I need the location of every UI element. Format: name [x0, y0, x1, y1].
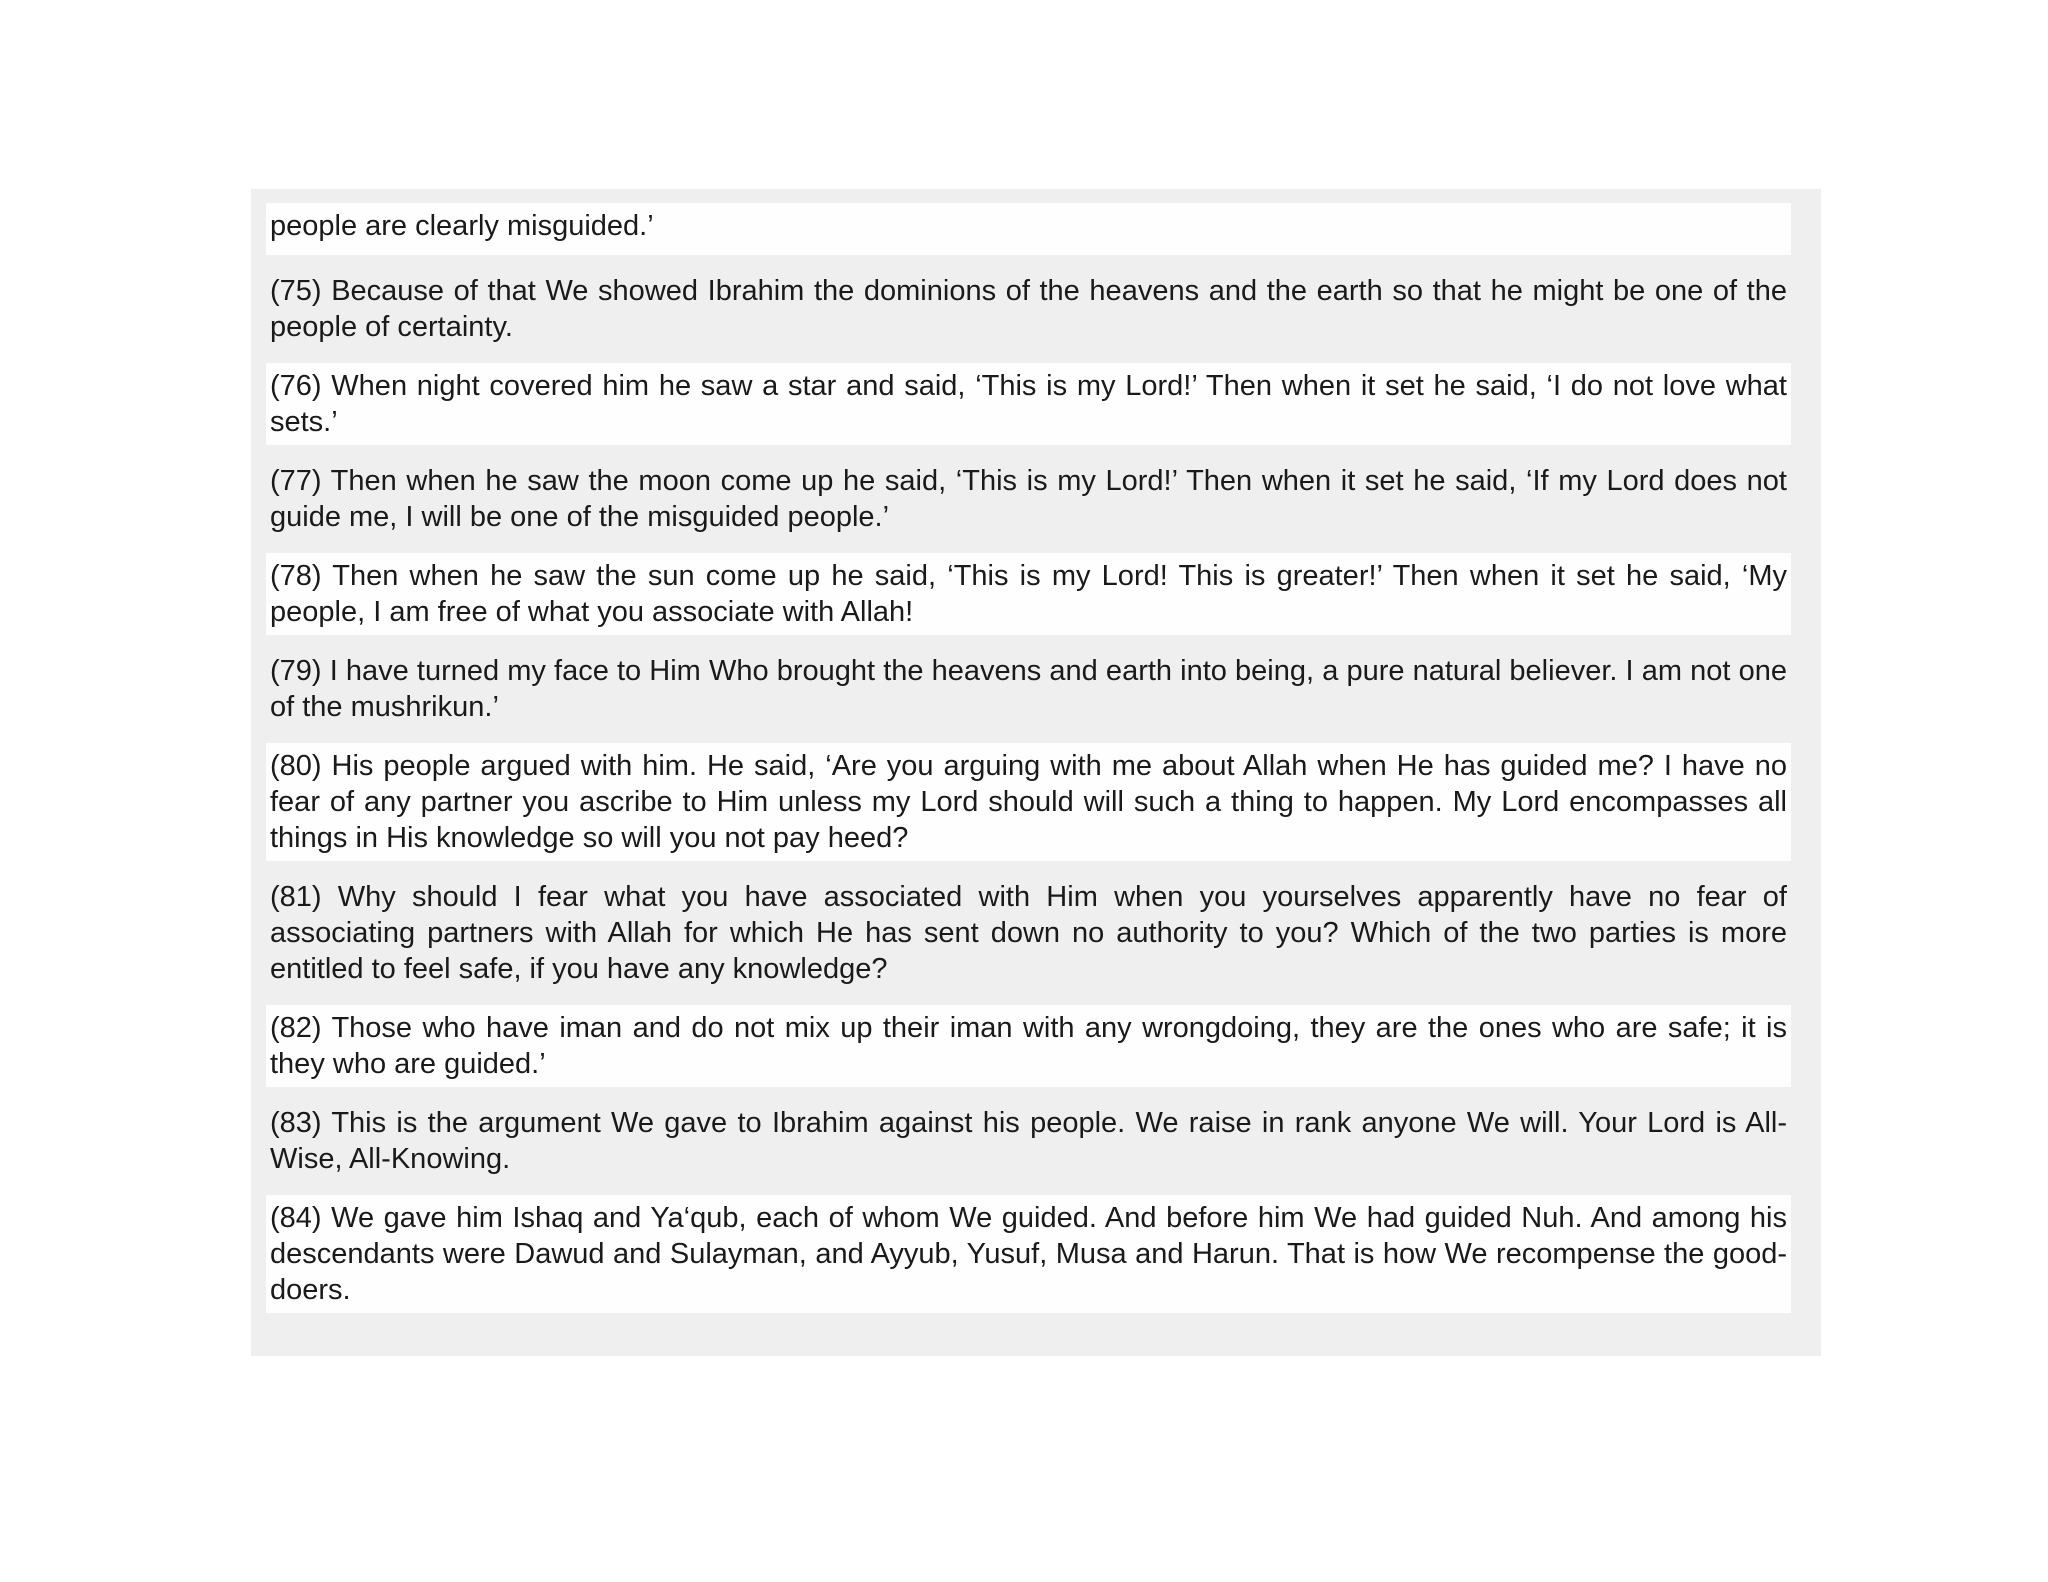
- verse-76: (76) When night covered him he saw a star and said, ‘This is my Lord!’ Then when it set he said, ‘I do not love what sets.’: [266, 363, 1791, 445]
- verse-80: (80) His people argued with him. He said, ‘Are you arguing with me about Allah when He has guided me? I have no fear of any partner you ascribe to Him unless my Lord should will such a thing to happen. My Lord encompasses all things in His knowledge so will you not pay heed?: [266, 743, 1791, 861]
- verse-84: (84) We gave him Ishaq and Ya‘qub, each of whom We guided. And before him We had guided Nuh. And among his descendants were Dawud and Sulayman, and Ayyub, Yusuf, Musa and Harun. That is how We recompense the good-doers.: [266, 1195, 1791, 1313]
- verse-79: (79) I have turned my face to Him Who brought the heavens and earth into being, a pure natural believer. I am not one of the mushrikun.’: [266, 648, 1791, 730]
- verse-list: [266, 203, 1791, 1313]
- verse-83: (83) This is the argument We gave to Ibrahim against his people. We raise in rank anyone We will. Your Lord is All-Wise, All-Knowing.: [266, 1100, 1791, 1182]
- text-panel: [251, 189, 1821, 1356]
- verse-78: (78) Then when he saw the sun come up he said, ‘This is my Lord! This is greater!’ Then when it set he said, ‘My people, I am free of what you associate with Allah!: [266, 553, 1791, 635]
- verse-75: (75) Because of that We showed Ibrahim the dominions of the heavens and the earth so that he might be one of the people of certainty.: [266, 268, 1791, 350]
- verse-77: (77) Then when he saw the moon come up he said, ‘This is my Lord!’ Then when it set he said, ‘If my Lord does not guide me, I will be one of the misguided people.’: [266, 458, 1791, 540]
- verse-81: (81) Why should I fear what you have associated with Him when you yourselves apparently have no fear of associating partners with Allah for which He has sent down no authority to you? Which of the two parties is more entitled to feel safe, if you have any knowledge?: [266, 874, 1791, 992]
- verse-continuation: people are clearly misguided.’: [266, 203, 1791, 255]
- verse-82: (82) Those who have iman and do not mix up their iman with any wrongdoing, they are the ones who are safe; it is they who are guided.’: [266, 1005, 1791, 1087]
